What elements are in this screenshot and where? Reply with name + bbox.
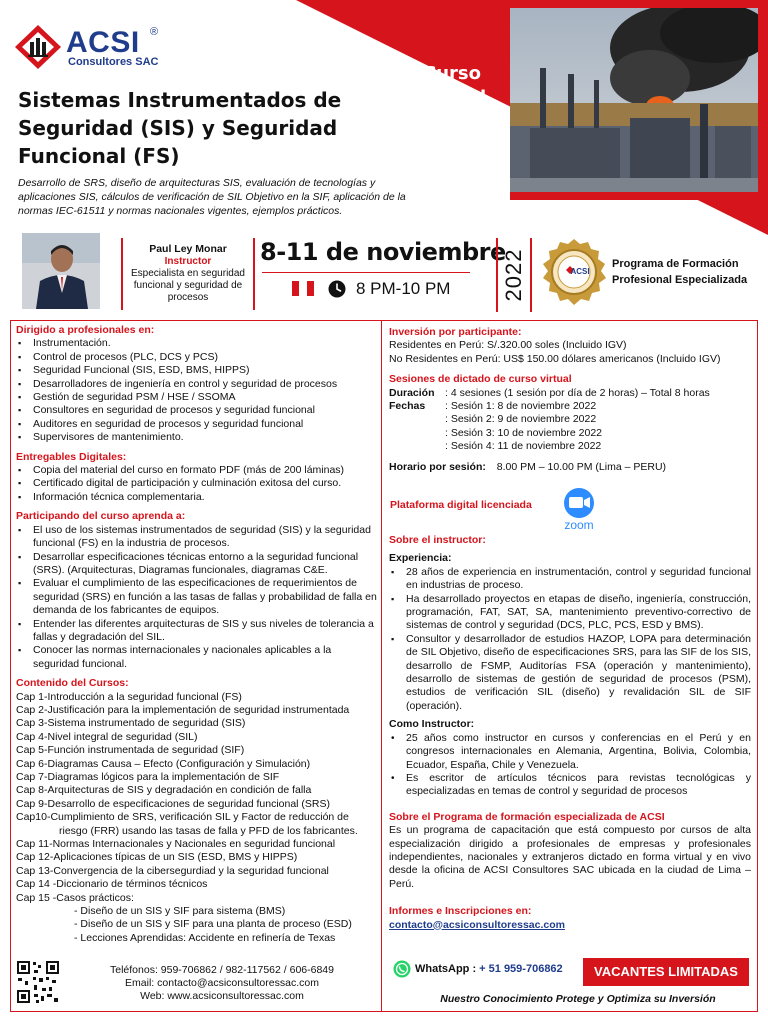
list-item: ▪ Seguridad Funcional (SIS, ESD, BMS, HIPPS) (16, 364, 378, 377)
zoom-label: zoom (564, 518, 594, 532)
list-item: ▪ Instrumentación. (16, 337, 378, 350)
price-nonresident: No Residentes en Perú: US$ 150.00 dólares americanos (Incluido IGV) (389, 352, 721, 365)
fechas-list (445, 400, 751, 454)
chapter-item: Cap 5-Función instrumentada de seguridad (SIF) (16, 744, 245, 757)
informes-email-link[interactable]: contacto@acsiconsultoressac.com (389, 918, 565, 931)
program-line: Programa de Formación (612, 258, 739, 270)
instructor-photo (22, 233, 100, 309)
logo-name: ACSI (66, 26, 140, 59)
whatsapp-contact[interactable] (415, 963, 563, 975)
virtual-line: Virtual (417, 87, 487, 108)
program-label (612, 256, 762, 288)
list-item: ▪ Ha desarrollado proyectos en etapas de diseño, ingeniería, construcción, programación, FAT, SAT, SA, mantenimiento preventivo-correctivo de sistemas de control y seguridad (DCS, PLC, PCS, ESD y BMS). (389, 593, 751, 633)
curso-virtual-label (412, 62, 492, 110)
left-column (16, 324, 378, 945)
chapter-item: Cap 3-Sistema instrumentado de seguridad (SIS) (16, 717, 246, 730)
tagline: Nuestro Conocimiento Protege y Optimiza su Inversión (440, 993, 716, 1005)
divider (253, 238, 255, 310)
duracion-label: Duración (389, 386, 435, 399)
instructor-list (389, 732, 751, 799)
column-divider (381, 321, 382, 1011)
contact-email[interactable]: Email: contacto@acsiconsultoressac.com (125, 977, 319, 989)
logo-registered: ® (150, 26, 159, 38)
chapter-item: Cap 1-Introducción a la seguridad funcional (FS) (16, 690, 242, 703)
fechas-row (389, 400, 751, 454)
whatsapp-icon[interactable] (393, 960, 411, 978)
chapter-item: Cap 2-Justificación para la implementación de seguridad instrumentada (16, 703, 350, 716)
chapter-item: riesgo (FRR) usando las tasas de falla y PFD de los fabricantes. (59, 824, 358, 837)
duracion-row (389, 387, 751, 400)
session-date: : Sesión 3: 10 de noviembre 2022 (445, 426, 603, 439)
duracion-value: : 4 sesiones (1 sesión por día de 2 horas) – Total 8 horas (445, 386, 710, 399)
section-heading: Informes e Inscripciones en: (389, 905, 532, 918)
horario-value: 8.00 PM – 10.00 PM (Lima – PERU) (496, 460, 667, 473)
whatsapp-number: + 51 959-706862 (479, 963, 563, 975)
contact-phones: Teléfonos: 959-706862 / 982-117562 / 606-6849 (110, 964, 334, 976)
experience-list (389, 566, 751, 713)
contact-web[interactable]: Web: www.acsiconsultoressac.com (140, 990, 304, 1002)
divider (121, 238, 123, 310)
instructor-specialty: Especialista en seguridad funcional y seguridad de procesos (131, 268, 245, 303)
list-item: ▪ Auditores en seguridad de procesos y seguridad funcional (16, 418, 378, 431)
chapter-item: Cap 7-Diagramas lógicos para la implementación de SIF (16, 771, 280, 783)
instructor-role: Instructor (164, 256, 212, 267)
list-item: ▪ 28 años de experiencia en instrumentación, control y seguridad funcional en industrias de proceso. (389, 566, 751, 593)
list-item: ▪ Consultores en seguridad de procesos y seguridad funcional (16, 404, 378, 417)
fechas-label: Fechas (389, 400, 426, 413)
list-item: ▪ Evaluar el cumplimiento de las especificaciones de requerimientos de seguridad (SRS) en función a las tasas de fallas y probabilidad de falla en demanda de los fabricantes de equipos. (16, 577, 378, 617)
seal-text: ACSI (570, 267, 590, 276)
peru-flag-icon (292, 281, 314, 296)
vacantes-badge: VACANTES LIMITADAS (583, 958, 749, 986)
divider (262, 272, 470, 273)
curso-line: Curso (423, 63, 481, 84)
list-item: ▪ Conocer las normas internacionales y nacionales aplicables a la seguridad funcional. (16, 644, 378, 671)
horario-label: Horario por sesión: (389, 460, 486, 473)
acsi-logo-icon (14, 24, 62, 70)
section-heading: Sobre el instructor: (389, 534, 486, 546)
refinery-fire-image (510, 8, 758, 192)
list-item: ▪ Certificado digital de participación y culminación exitosa del curso. (16, 477, 378, 490)
chapter-item: Cap 6-Diagramas Causa – Efecto (Configuración y Simulación) (16, 757, 311, 770)
chapter-item: Cap 14 -Diccionario de términos técnicos (16, 878, 208, 891)
instructor-name: Paul Ley Monar (149, 243, 227, 255)
horario-row (389, 461, 751, 474)
session-date: : Sesión 1: 8 de noviembre 2022 (445, 400, 597, 413)
list-item: ▪ El uso de los sistemas instrumentados de seguridad (SIS) y la seguridad funcional (FS) en la industria de procesos. (16, 524, 378, 551)
aprenda-list (16, 524, 378, 671)
section-heading: Dirigido a profesionales en: (16, 324, 155, 336)
course-title: Sistemas Instrumentados de Seguridad (SIS) y Seguridad Funcional (FS) (18, 88, 342, 168)
subheading: Como Instructor: (389, 718, 475, 731)
zoom-logo-icon (556, 486, 602, 532)
divider (10, 320, 758, 321)
course-description: Desarrollo de SRS, diseño de arquitecturas SIS, evaluación de tecnologías y aplicaciones SIS, cálculos de verificación de SIL Objetivo en la SIF, aplicación de la normas IEC-61511 y normas nacionales vigentes, ejemplos prácticos. (18, 177, 406, 217)
list-item: ▪ Desarrollar especificaciones técnicas entorno a la seguridad funcional (SRS). (Arquitecturas, Diagramas funcionales, diagramas C&E. (16, 551, 378, 578)
section-heading: Sesiones de dictado de curso virtual (389, 373, 572, 386)
price-resident: Residentes en Perú: S/.320.00 soles (Incluido IGV) (389, 339, 627, 352)
program-line: Profesional Especializada (612, 274, 748, 286)
session-date: : Sesión 2: 9 de noviembre 2022 (445, 413, 597, 426)
clock-icon (328, 280, 346, 298)
year-box (496, 238, 532, 312)
section-heading: Inversión por participante: (389, 326, 522, 338)
list-item: ▪ Consultor y desarrollador de estudios HAZOP, LOPA para determinación de SIL Objetivo, diseño de especificaciones SRS, para las SIF de los SIS, desarrollo de FSMP, Auditorías FSA (operación y mantenimiento), desarrollo de sistemas de gestión de seguridad de procesos (PSM), estudios de verificación SIL (diseño) y revalidación SIL de SIF (operación). (389, 633, 751, 713)
qr-code-icon[interactable] (16, 960, 60, 1004)
list-item: ▪ Supervisores de mantenimiento. (16, 431, 378, 444)
session-date: : Sesión 4: 11 de noviembre 2022 (445, 440, 602, 453)
course-dates: 8-11 de noviembre (260, 238, 506, 266)
frame-border (757, 321, 758, 1011)
course-time: 8 PM-10 PM (356, 279, 451, 298)
chapter-item: Cap 15 -Casos prácticos: (16, 891, 134, 904)
chapter-item: Cap10-Cumplimiento de SRS, verificación SIL y Factor de reducción de (16, 811, 349, 824)
list-item: • Es escritor de artículos técnicos para revistas tecnológicas y especializadas en temas de control y seguridad de procesos (389, 772, 751, 799)
list-item: ▪ Control de procesos (PLC, DCS y PCS) (16, 351, 378, 364)
program-seal-icon (540, 238, 608, 306)
frame-border (10, 321, 11, 1011)
dirigido-list (16, 337, 378, 444)
chapter-item: Cap 11-Normas Internacionales y Nacionales en seguridad funcional (16, 838, 336, 851)
contenido-list (16, 691, 378, 946)
case-item: - Diseño de un SIS y SIF para una planta de proceso (ESD) (74, 918, 352, 931)
list-item: ▪ Entender las diferentes arquitecturas de SIS y sus niveles de tolerancia a fallas y degradación del SIL. (16, 618, 378, 645)
program-description: Es un programa de capacitación que está compuesto por cursos de alta especialización dirigido a profesionales de empresas y profesionales independientes, nacionales y extranjeros dictado en forma virtual y en vivo desde la oficina de ACSI Consultores SAC ubicada en la ciudad de Lima – Perú. (389, 824, 751, 890)
subheading: Experiencia: (389, 552, 452, 565)
contact-info (64, 964, 380, 1003)
list-item: ▪ Desarrolladores de ingeniería en control y seguridad de procesos (16, 378, 378, 391)
chapter-item: Cap 13-Convergencia de la cibersegurdiad y la seguridad funcional (16, 864, 329, 877)
logo-subtitle: Consultores SAC (68, 56, 159, 68)
section-heading: Sobre el Programa de formación especializada de ACSI (389, 810, 665, 823)
section-heading: Contenido del Cursos: (16, 677, 129, 690)
chapter-item: Cap 9-Desarrollo de especificaciones de seguridad funcional (SRS) (16, 797, 331, 810)
list-item: ▪ Gestión de seguridad PSM / HSE / SSOMA (16, 391, 378, 404)
course-year: 2022 (501, 248, 526, 302)
chapter-item: Cap 12-Aplicaciones típicas de un SIS (ESD, BMS y HIPPS) (16, 851, 298, 864)
chapter-item: Cap 4-Nivel integral de seguridad (SIL) (16, 730, 198, 743)
whatsapp-label: WhatsApp : (415, 963, 480, 975)
chapter-item: Cap 8-Arquitecturas de SIS y degradación en condición de falla (16, 784, 312, 797)
list-item: • 25 años como instructor en cursos y conferencias en el Perú y en congresos internacionales en Alemania, Argentina, Bolivia, Colombia, Ecuador, España, Chile y Venezuela. (389, 732, 751, 772)
case-item: - Lecciones Aprendidas: Accidente en refinería de Texas (74, 931, 336, 944)
section-heading: Entregables Digitales: (16, 450, 127, 463)
right-column (389, 326, 751, 474)
list-item: ▪ Copia del material del curso en formato PDF (más de 200 láminas) (16, 464, 378, 477)
case-item: - Diseño de un SIS y SIF para sistema (BMS) (74, 905, 286, 918)
right-column-lower (389, 534, 751, 932)
frame-border (10, 1011, 758, 1012)
entregables-list (16, 464, 378, 504)
platform-label: Plataforma digital licenciada (390, 499, 532, 511)
section-heading: Participando del curso aprenda a: (16, 510, 186, 523)
list-item: ▪ Información técnica complementaria. (16, 491, 378, 504)
